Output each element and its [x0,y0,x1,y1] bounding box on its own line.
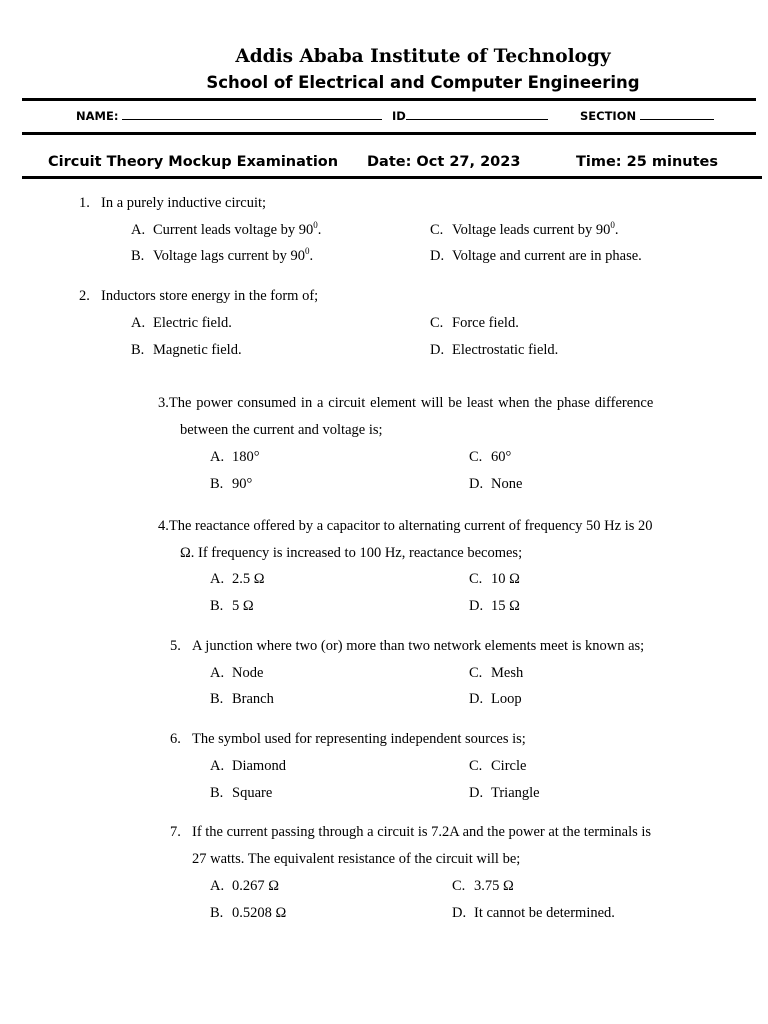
option-text: 10 Ω [491,571,520,587]
option-text: Mesh [491,665,524,681]
meta-bottom-rule [22,176,762,179]
option-letter: D. [430,248,445,264]
question-6 [170,731,526,748]
option-letter: A. [210,571,225,587]
question-text: The reactance offered by a capacitor to alternating current of frequency 50 Hz is 20 [168,518,653,534]
question-3-line-2: between the current and voltage is; [180,422,383,438]
question-3-option-b[interactable] [210,476,252,493]
question-1-option-b[interactable] [131,248,313,265]
section-label: SECTION [580,109,637,123]
option-letter: B. [210,905,224,921]
option-text: 3.75 Ω [474,878,514,894]
option-text: 0.5208 Ω [232,905,287,921]
option-text: It cannot be determined. [474,905,615,921]
question-number: 4. [158,518,169,534]
option-text: 180° [232,449,260,465]
option-text: None [491,476,523,492]
option-text: Diamond [232,758,286,774]
name-field[interactable] [76,108,382,123]
option-letter: B. [210,598,224,614]
option-letter: B. [210,476,224,492]
option-punct: . [317,222,322,238]
option-letter: A. [131,315,146,331]
question-3-option-d[interactable] [469,476,522,493]
question-5-option-c[interactable] [469,665,523,682]
degree-superscript: 0 [313,220,318,230]
question-number: 7. [170,824,181,840]
option-letter: A. [210,449,225,465]
option-letter: B. [131,248,145,264]
question-3-option-a[interactable] [210,449,260,466]
fields-bottom-rule [22,132,756,135]
option-text: Loop [491,691,522,707]
exam-title: Circuit Theory Mockup Examination [48,154,339,170]
question-2-option-c[interactable] [430,315,519,332]
question-7-option-a[interactable] [210,878,279,895]
question-4-option-c[interactable] [469,571,520,588]
option-punct: . [309,248,314,264]
question-5-option-a[interactable] [210,665,263,682]
section-field[interactable] [580,108,714,123]
option-letter: C. [430,222,444,238]
school-title: School of Electrical and Computer Engineering [206,73,640,92]
question-7-line-1 [170,824,651,841]
option-text: Node [232,665,264,681]
option-text: Magnetic field. [153,342,242,358]
question-7-option-b[interactable] [210,905,286,922]
question-4-option-d[interactable] [469,598,520,615]
question-2 [79,288,318,305]
question-4-option-a[interactable] [210,571,265,588]
option-letter: D. [452,905,467,921]
option-letter: A. [210,665,225,681]
question-3-line-1 [158,395,653,412]
option-letter: B. [210,785,224,801]
option-letter: D. [469,785,484,801]
question-6-option-d[interactable] [469,785,540,802]
option-text: Voltage leads current by 90 [452,222,611,238]
id-label: ID [392,109,406,123]
question-text: A junction where two (or) more than two network elements meet is known as; [192,638,645,654]
option-text: 90° [232,476,253,492]
question-7-line-2: 27 watts. The equivalent resistance of the circuit will be; [192,851,521,867]
option-text: 15 Ω [491,598,520,614]
question-1-option-a[interactable] [131,222,321,239]
question-number: 2. [79,288,90,304]
option-letter: A. [131,222,146,238]
id-field[interactable] [392,108,548,123]
option-text: Branch [232,691,274,707]
question-5-option-d[interactable] [469,691,522,708]
option-text: Current leads voltage by 90 [153,222,314,238]
option-letter: C. [469,665,483,681]
option-text: Circle [491,758,527,774]
option-text: 2.5 Ω [232,571,265,587]
section-blank-line[interactable] [640,108,714,120]
question-number: 5. [170,638,181,654]
option-letter: C. [469,758,483,774]
question-5 [170,638,644,655]
option-punct: . [614,222,619,238]
option-text: Voltage lags current by 90 [153,248,305,264]
option-letter: D. [469,598,484,614]
option-letter: C. [469,571,483,587]
question-text: Inductors store energy in the form of; [101,288,319,304]
option-text: Force field. [452,315,519,331]
question-3-option-c[interactable] [469,449,511,466]
question-number: 3. [158,395,169,411]
option-text: Triangle [491,785,540,801]
question-2-option-b[interactable] [131,342,242,359]
option-text: 60° [491,449,512,465]
option-letter: C. [430,315,444,331]
question-text: If the current passing through a circuit is 7.2A and the power at the terminals is [192,824,652,840]
header-top-rule [22,98,756,101]
question-number: 1. [79,195,90,211]
option-text: Voltage and current are in phase. [452,248,642,264]
option-text: Electric field. [153,315,232,331]
question-5-option-b[interactable] [210,691,274,708]
question-text: The symbol used for representing independent sources is; [192,731,526,747]
question-text: The power consumed in a circuit element will be least when the phase difference [168,395,654,411]
exam-time: Time: 25 minutes [576,154,718,170]
name-blank-line[interactable] [122,108,382,120]
name-label: NAME: [76,109,119,123]
question-number: 6. [170,731,181,747]
option-letter: A. [210,878,225,894]
exam-date: Date: Oct 27, 2023 [367,154,521,170]
degree-superscript: 0 [610,220,615,230]
question-6-option-c[interactable] [469,758,526,775]
question-4-line-2: Ω. If frequency is increased to 100 Hz, reactance becomes; [180,545,523,561]
question-2-option-d[interactable] [430,342,558,359]
degree-superscript: 0 [304,246,310,256]
option-text: Square [232,785,273,801]
institute-title: Addis Ababa Institute of Technology [235,46,611,67]
question-1-option-c[interactable] [430,222,619,239]
option-text: 0.267 Ω [232,878,280,894]
question-7-option-c[interactable] [452,878,514,895]
option-letter: C. [469,449,483,465]
option-letter: B. [210,691,224,707]
option-letter: A. [210,758,225,774]
option-letter: D. [469,476,484,492]
option-text: 5 Ω [232,598,254,614]
question-6-option-b[interactable] [210,785,272,802]
option-text: Electrostatic field. [452,342,559,358]
question-2-option-a[interactable] [131,315,232,332]
question-7-option-d[interactable] [452,905,615,922]
option-letter: C. [452,878,466,894]
id-blank-line[interactable] [406,108,548,120]
question-4-option-b[interactable] [210,598,254,615]
question-4-line-1 [158,518,653,535]
option-letter: D. [469,691,484,707]
option-letter: B. [131,342,145,358]
question-text: In a purely inductive circuit; [101,195,267,211]
question-6-option-a[interactable] [210,758,286,775]
option-letter: D. [430,342,445,358]
question-1 [79,195,266,212]
question-1-option-d[interactable] [430,248,642,265]
